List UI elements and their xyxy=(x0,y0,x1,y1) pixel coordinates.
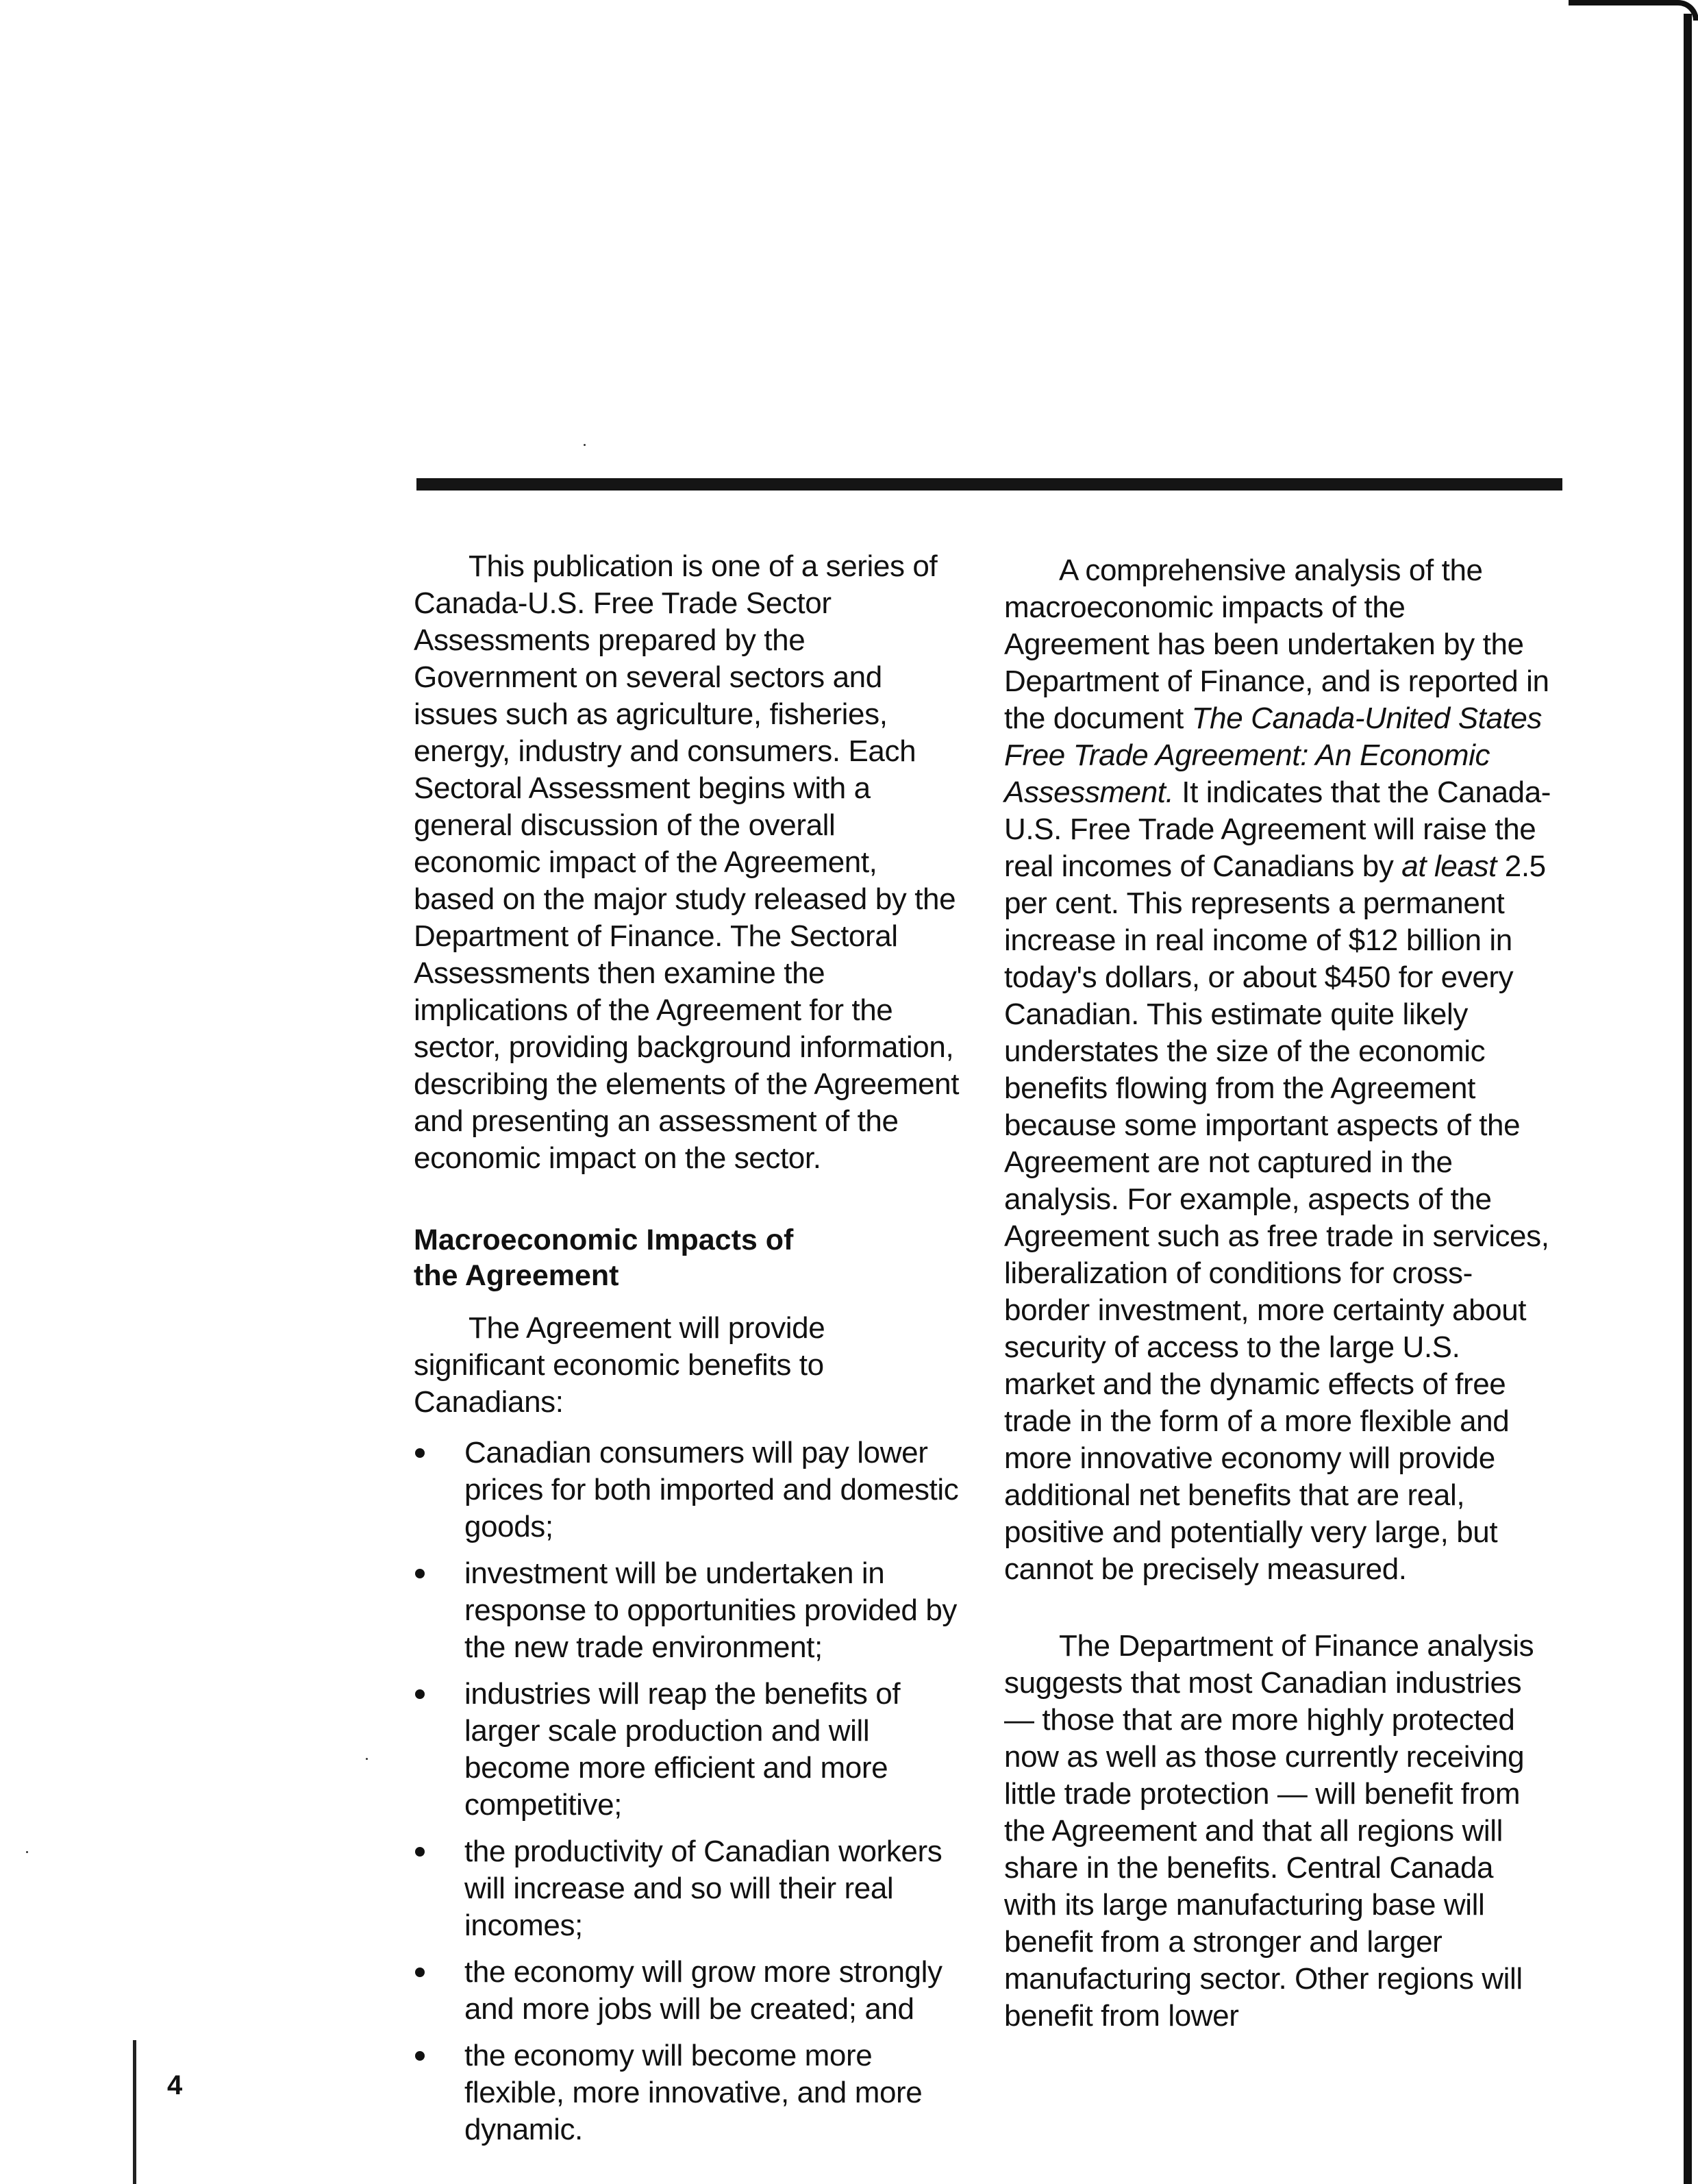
list-item-text: investment will be undertaken in response to opportunities provided by the new trade environment; xyxy=(464,1556,957,1664)
scan-speck xyxy=(26,1851,28,1853)
page-edge-right xyxy=(1684,14,1692,2184)
benefits-intro: The Agreement will provide significant economic benefits to Canadians: xyxy=(414,1311,825,1419)
report-title: The Canada-United States Free Trade Agreement: An Economic Assessment. xyxy=(1004,702,1543,809)
list-item xyxy=(414,1555,962,1666)
list-item-text: industries will reap the benefits of larger scale production and will become more efficient and more competitive; xyxy=(464,1677,901,1822)
list-item xyxy=(414,1954,962,2028)
bullet-icon xyxy=(415,1689,425,1699)
section-heading: Macroeconomic Impacts of the Agreement xyxy=(414,1224,794,1292)
left-column xyxy=(414,548,962,2158)
list-item xyxy=(414,1676,962,1824)
page-edge-top xyxy=(1569,0,1698,21)
bullet-icon xyxy=(415,1968,425,1977)
analysis-text-1: A comprehensive analysis of the macroeconomic impacts of the Agreement has been undertaken by the Department of Finance, and is reported in the document xyxy=(1004,554,1549,735)
bullet-icon xyxy=(415,1569,425,1578)
analysis-text-3: 2.5 per cent. This represents a permanent increase in real income of $12 billion in today's dollars, or about $450 for every Canadian. This estimate quite likely understates the size of the economic benefits flowing from the Agreement because some important aspects of the Agreement are not captured in the analysis. For example, aspects of the Agreement such as free trade in services, liberalization of conditions for cross-border investment, more certainty about security of access to the large U.S. market and the dynamic effects of free trade in the form of a more flexible and more innovative economy will provide additional net benefits that are real, positive and potentially very large, but cannot be precisely measured. xyxy=(1004,849,1549,1586)
scan-speck xyxy=(584,444,586,446)
right-column xyxy=(1004,552,1552,2035)
header-rule xyxy=(416,478,1562,491)
list-item xyxy=(414,2037,962,2148)
page-number-rule xyxy=(133,2040,136,2184)
bullet-icon xyxy=(415,1448,425,1458)
list-item-text: Canadian consumers will pay lower prices for both imported and domestic goods; xyxy=(464,1436,959,1543)
regional-paragraph: The Department of Finance analysis suggests that most Canadian industries — those that are more highly protected now as well as those currently receiving little trade protection — will benefit from the Agreement and that all regions will share in the benefits. Central Canada with its large manufacturing base will benefit from a stronger and larger manufacturing sector. Other regions will benefit from lower xyxy=(1004,1629,1534,2033)
list-item xyxy=(414,1435,962,1546)
list-item xyxy=(414,1833,962,1944)
analysis-text-2: It indicates that the Canada-U.S. Free Trade Agreement will raise the real incomes of Canadians by xyxy=(1004,775,1551,883)
benefits-list xyxy=(414,1435,962,2148)
scan-speck xyxy=(366,1758,368,1760)
bullet-icon xyxy=(415,2051,425,2061)
list-item-text: the economy will become more flexible, more innovative, and more dynamic. xyxy=(464,2039,923,2146)
list-item-text: the productivity of Canadian workers will increase and so will their real incomes; xyxy=(464,1835,942,1942)
analysis-paragraph xyxy=(1004,552,1552,1588)
emphasis-at-least: at least xyxy=(1401,849,1497,883)
list-item-text: the economy will grow more strongly and more jobs will be created; and xyxy=(464,1955,942,2026)
bullet-icon xyxy=(415,1847,425,1857)
page-number: 4 xyxy=(167,2070,183,2100)
intro-paragraph: This publication is one of a series of Canada-U.S. Free Trade Sector Assessments prepared by the Government on several sectors and issues such as agriculture, fisheries, energy, industry and consumers. Each Sectoral Assessment begins with a general discussion of the overall economic impact of the Agreement, based on the major study released by the Department of Finance. The Sectoral Assessments then examine the implications of the Agreement for the sector, providing background information, describing the elements of the Agreement and presenting an assessment of the economic impact on the sector. xyxy=(414,549,960,1175)
